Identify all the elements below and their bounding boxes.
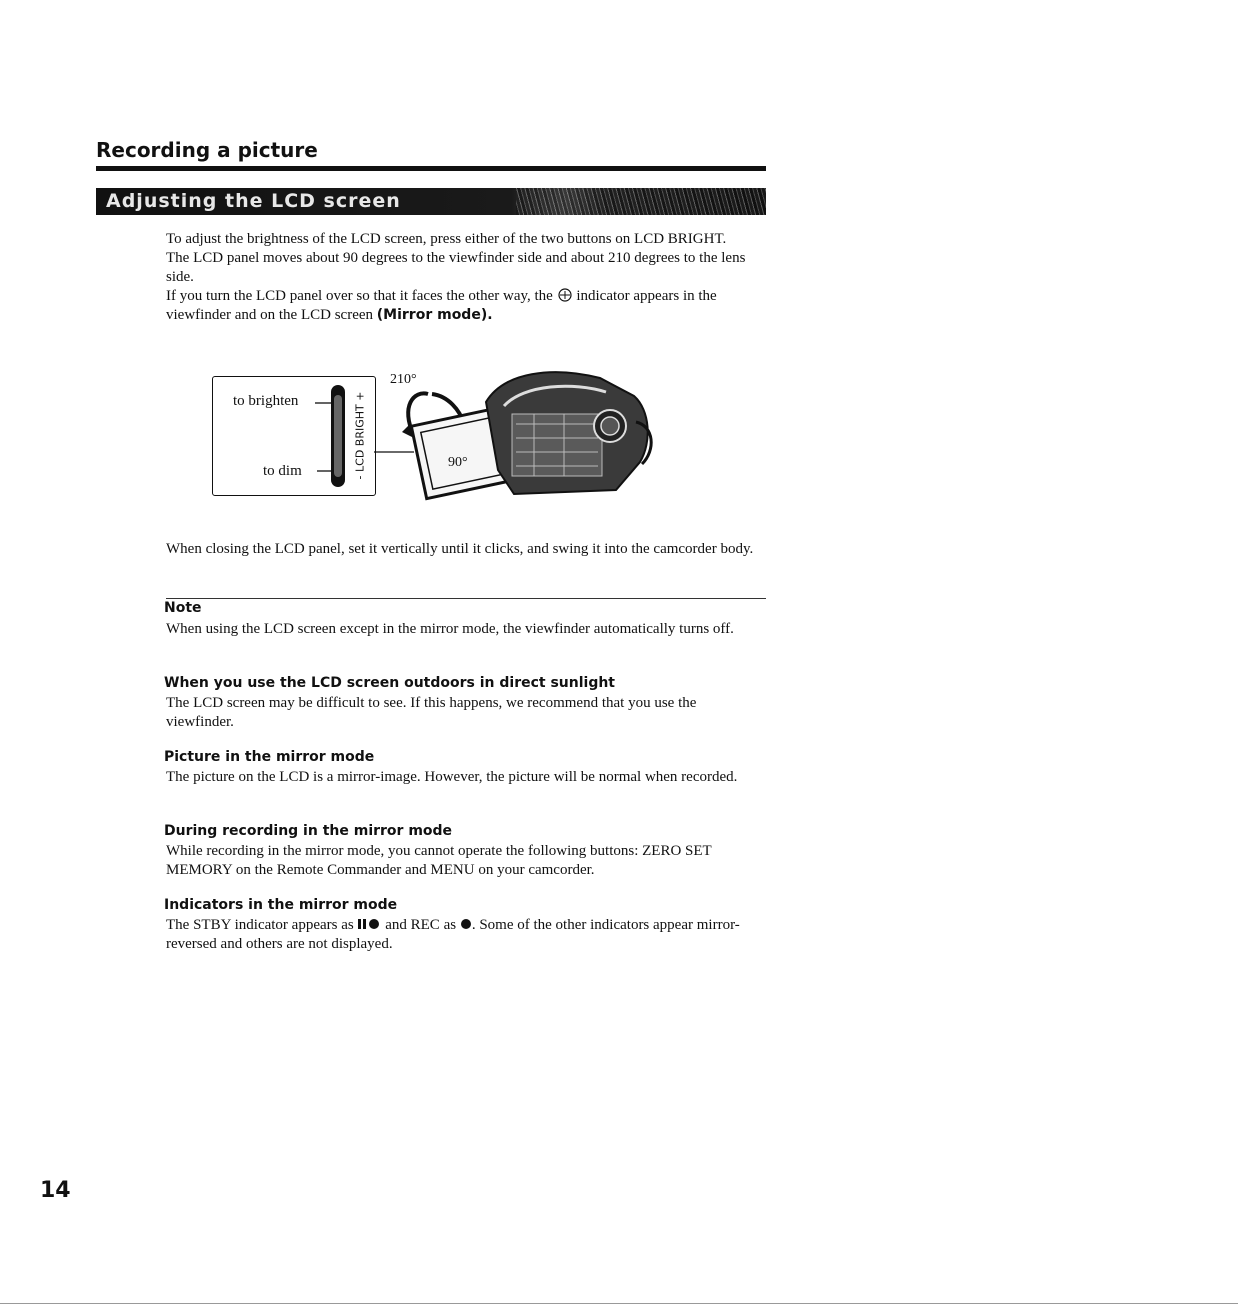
bright-leader-lines [213, 377, 375, 495]
sunlight-text: The LCD screen may be difficult to see. If this happens, we recommend that you use the viewfinder. [166, 695, 697, 730]
mirror-picture-text: The picture on the LCD is a mirror-image. However, the picture will be normal when recorded. [166, 769, 738, 785]
angle-90-label: 90° [448, 455, 468, 470]
mirror-recording-heading: During recording in the mirror mode [164, 823, 453, 839]
page-number: 14 [40, 1178, 71, 1203]
section-banner [96, 188, 766, 215]
banner-texture [516, 188, 766, 215]
rec-dot-icon [460, 918, 472, 930]
to-dim-label: to dim [263, 463, 302, 479]
intro-line-3: If you turn the LCD panel over so that it faces the other way, the indicator appears in the viewfinder and on the LCD screen (Mirror mode). [166, 288, 717, 323]
sunlight-heading: When you use the LCD screen outdoors in direct sunlight [164, 675, 616, 691]
to-brighten-label: to brighten [233, 393, 299, 409]
lcd-bright-label: - LCD BRIGHT + [353, 391, 367, 480]
lcd-bright-panel [212, 376, 376, 496]
section-title: Recording a picture [96, 138, 318, 162]
intro-paragraph [166, 230, 766, 325]
lcd-bright-button[interactable] [331, 385, 345, 487]
camcorder-illustration [374, 366, 654, 506]
closing-paragraph: When closing the LCD panel, set it vertically until it clicks, and swing it into the camcorder body. [166, 541, 754, 557]
banner-title: Adjusting the LCD screen [106, 190, 401, 212]
intro-line-1: To adjust the brightness of the LCD screen, press either of the two buttons on LCD BRIGHT. [166, 231, 727, 247]
note-rule [166, 598, 766, 599]
mirror-indicators-text: The STBY indicator appears as and REC as . Some of the other indicators appear mirror-reversed and others are not displayed. [166, 917, 740, 952]
note-heading: Note [164, 600, 202, 616]
mirror-recording-text: While recording in the mirror mode, you cannot operate the following buttons: ZERO SET MEMORY on the Remote Commander and MENU on your camcorder. [166, 843, 712, 878]
note-text: When using the LCD screen except in the mirror mode, the viewfinder automatically turns off. [166, 621, 734, 637]
mirror-mode-indicator-icon [557, 288, 573, 302]
mirror-indicators-heading: Indicators in the mirror mode [164, 897, 398, 913]
stby-pause-record-icon [357, 918, 381, 930]
header-rule [96, 166, 766, 171]
mirror-mode-term: (Mirror mode). [376, 307, 493, 323]
page-bottom-edge [0, 1303, 1238, 1304]
mirror-picture-heading: Picture in the mirror mode [164, 749, 375, 765]
angle-210-label: 210° [390, 372, 417, 387]
lcd-figure [212, 366, 662, 506]
intro-line-2: The LCD panel moves about 90 degrees to the viewfinder side and about 210 degrees to the lens side. [166, 250, 746, 285]
